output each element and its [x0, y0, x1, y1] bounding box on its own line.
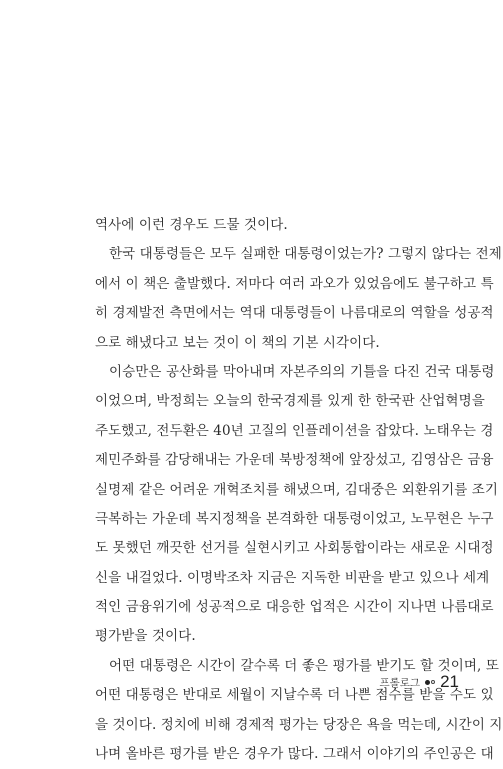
- text-line: 한국 대통령들은 모두 실패한 대통령이었는가? 그렇지 않다는 전제: [109, 246, 502, 263]
- text-line: 제민주화를 감당해내는 가운데 북방정책에 앞장섰고, 김영삼은 금융: [95, 452, 494, 469]
- text-line: 으로 해냈다고 보는 것이 이 책의 기본 시각이다.: [95, 334, 380, 351]
- text-line: 신을 내걸었다. 이명박조차 지금은 지독한 비판을 받고 있으나 세계: [95, 569, 490, 586]
- text-line: 적인 금융위기에 성공적으로 대응한 업적은 시간이 지나면 나름대로: [95, 599, 494, 616]
- chapter-label: 프롤로그: [379, 676, 421, 689]
- text-line: 실명제 같은 어려운 개혁조치를 해냈으며, 김대중은 외환위기를 조기: [95, 481, 499, 498]
- text-line: 나며 올바른 평가를 받은 경우가 많다. 그래서 이야기의 주인공은 대: [95, 746, 494, 763]
- page-footer: [380, 672, 460, 692]
- text-line: 극복하는 가운데 복지정책을 본격화한 대통령이었고, 노무현은 누구: [95, 510, 494, 527]
- text-line: 도 못했던 깨끗한 선거를 실현시키고 사회통합이라는 새로운 시대정: [95, 540, 494, 557]
- text-line: 어떤 대통령은 시간이 갈수록 더 좋은 평가를 받기도 할 것이며, 또: [109, 657, 499, 674]
- dots-ornament-icon: [425, 680, 435, 685]
- text-line: 을 것이다. 정치에 비해 경제적 평가는 당장은 욕을 먹는데, 시간이 지: [95, 716, 503, 733]
- text-line: 에서 이 책은 출발했다. 저마다 여러 과오가 있었음에도 불구하고 특: [95, 275, 494, 292]
- text-line: 역사에 이런 경우도 드물 것이다.: [95, 217, 288, 233]
- text-line: 히 경제발전 측면에서는 역대 대통령들이 나름대로의 역할을 성공적: [95, 305, 494, 322]
- page-number: 21: [440, 672, 459, 691]
- text-line: 이승만은 공산화를 막아내며 자본주의의 기틀을 다진 건국 대통령: [109, 363, 495, 380]
- text-line: 주도했고, 전두환은 40년 고질의 인플레이션을 잡았다. 노태우는 경: [95, 422, 494, 439]
- text-line: 평가받을 것이다.: [95, 628, 196, 645]
- text-line: 어떤 대통령은 반대로 세월이 지날수록 더 나쁜 점수를 받을 수도 있: [95, 687, 494, 704]
- text-line: 이었으며, 박정희는 오늘의 한국경제를 있게 한 한국판 산업혁명을: [95, 393, 485, 410]
